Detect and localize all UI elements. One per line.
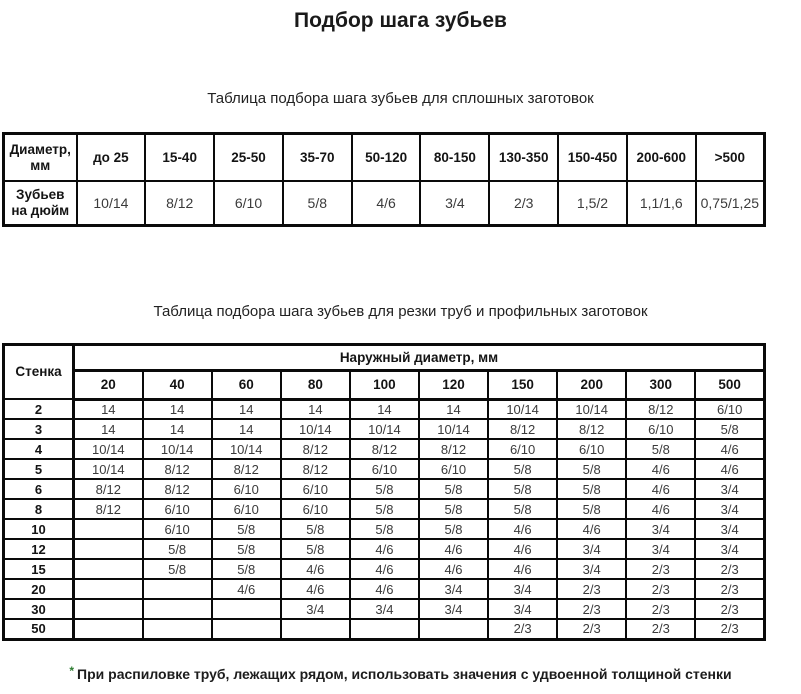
pitch-value-cell: 8/12 [74, 499, 143, 519]
wall-thickness-header: 4 [4, 439, 74, 459]
pitch-value-cell [143, 619, 212, 639]
outer-diameter-header: 40 [143, 370, 212, 399]
pitch-value-cell: 3/4 [695, 479, 764, 499]
pitch-value-cell: 4/6 [695, 439, 764, 459]
outer-diameter-header: 300 [626, 370, 695, 399]
outer-diameter-header: 80 [281, 370, 350, 399]
pitch-value-cell [74, 579, 143, 599]
pitch-value-cell [74, 539, 143, 559]
pitch-value-cell: 4/6 [350, 559, 419, 579]
pitch-value-cell: 1,1/1,6 [627, 181, 696, 225]
pitch-value-cell [74, 519, 143, 539]
diameter-range-header: до 25 [77, 134, 146, 182]
pitch-value-cell: 2/3 [695, 599, 764, 619]
pitch-value-cell: 3/4 [695, 499, 764, 519]
pitch-value-cell: 3/4 [350, 599, 419, 619]
pitch-value-cell: 4/6 [488, 519, 557, 539]
footnote-asterisk: * [69, 663, 75, 678]
pitch-value-cell: 2/3 [626, 619, 695, 639]
pitch-value-cell: 5/8 [557, 479, 626, 499]
pitch-value-cell: 3/4 [695, 519, 764, 539]
pitch-value-cell: 5/8 [557, 499, 626, 519]
outer-diameter-header: 120 [419, 370, 488, 399]
pitch-value-cell: 4/6 [281, 579, 350, 599]
pitch-value-cell: 6/10 [281, 479, 350, 499]
pitch-value-cell: 8/12 [212, 459, 281, 479]
diameter-row-header: Диаметр, мм [4, 134, 77, 182]
pitch-value-cell: 6/10 [695, 399, 764, 419]
pitch-value-cell: 8/12 [557, 419, 626, 439]
pitch-value-cell: 6/10 [212, 479, 281, 499]
pitch-value-cell [212, 599, 281, 619]
pitch-value-cell: 5/8 [488, 459, 557, 479]
table-row [4, 479, 765, 499]
pitch-value-cell: 3/4 [626, 519, 695, 539]
diameter-range-header: 35-70 [283, 134, 352, 182]
outer-diameter-header: 150 [488, 370, 557, 399]
table-row [4, 559, 765, 579]
pitch-value-cell: 8/12 [143, 479, 212, 499]
pitch-value-cell: 14 [143, 399, 212, 419]
table-row [4, 399, 765, 419]
wall-thickness-header: 3 [4, 419, 74, 439]
pitch-value-cell: 3/4 [419, 599, 488, 619]
pitch-value-cell: 10/14 [74, 459, 143, 479]
pitch-value-cell: 2/3 [557, 619, 626, 639]
pitch-value-cell: 8/12 [74, 479, 143, 499]
pitch-value-cell: 5/8 [283, 181, 352, 225]
pitch-value-cell: 5/8 [350, 519, 419, 539]
page-title: Подбор шага зубьев [294, 9, 507, 32]
table-row [4, 439, 765, 459]
pitch-value-cell: 10/14 [488, 399, 557, 419]
wall-thickness-header: 6 [4, 479, 74, 499]
table-row [4, 579, 765, 599]
pitch-value-cell: 5/8 [281, 539, 350, 559]
wall-thickness-header: 2 [4, 399, 74, 419]
pitch-value-cell: 5/8 [212, 539, 281, 559]
pitch-value-cell: 14 [74, 419, 143, 439]
table-row [4, 419, 765, 439]
pitch-value-cell: 6/10 [212, 499, 281, 519]
wall-thickness-corner-header: Стенка [4, 344, 74, 399]
pitch-value-cell: 3/4 [695, 539, 764, 559]
table-row [4, 519, 765, 539]
table-row [4, 134, 765, 182]
pitch-value-cell: 4/6 [626, 459, 695, 479]
pitch-value-cell: 5/8 [212, 559, 281, 579]
pitch-value-cell: 2/3 [557, 579, 626, 599]
pitch-value-cell: 6/10 [143, 499, 212, 519]
pitch-value-cell: 14 [350, 399, 419, 419]
pitch-value-cell [74, 619, 143, 639]
pitch-value-cell: 6/10 [143, 519, 212, 539]
pitch-value-cell: 3/4 [281, 599, 350, 619]
pitch-value-cell: 5/8 [557, 459, 626, 479]
pitch-value-cell: 6/10 [214, 181, 283, 225]
footnote-text: При распиловке труб, лежащих рядом, использовать значения с удвоенной толщиной стенки [77, 665, 732, 682]
table-row [4, 370, 765, 399]
pitch-value-cell: 5/8 [350, 499, 419, 519]
pitch-value-cell: 6/10 [281, 499, 350, 519]
pitch-value-cell: 14 [419, 399, 488, 419]
pitch-value-cell: 10/14 [350, 419, 419, 439]
pitch-value-cell: 5/8 [488, 479, 557, 499]
outer-diameter-header: 100 [350, 370, 419, 399]
pitch-value-cell: 10/14 [77, 181, 146, 225]
pitch-value-cell: 8/12 [281, 439, 350, 459]
pitch-value-cell: 2/3 [695, 559, 764, 579]
pitch-value-cell: 4/6 [626, 479, 695, 499]
pitch-value-cell: 5/8 [212, 519, 281, 539]
pitch-value-cell: 2/3 [489, 181, 558, 225]
wall-thickness-header: 50 [4, 619, 74, 639]
outer-diameter-header: 200 [557, 370, 626, 399]
table-row [4, 459, 765, 479]
pitch-value-cell: 4/6 [352, 181, 421, 225]
table-row [4, 181, 765, 225]
diameter-range-header: 130-350 [489, 134, 558, 182]
outer-diameter-header: 500 [695, 370, 764, 399]
pitch-value-cell [212, 619, 281, 639]
pitch-value-cell [143, 599, 212, 619]
table-row [4, 619, 765, 639]
table-row [4, 539, 765, 559]
pitch-value-cell: 14 [74, 399, 143, 419]
table-row [4, 344, 765, 370]
pitch-value-cell: 4/6 [419, 559, 488, 579]
pitch-value-cell: 10/14 [281, 419, 350, 439]
pitch-value-cell: 6/10 [626, 419, 695, 439]
pitch-value-cell [143, 579, 212, 599]
pitch-value-cell: 4/6 [419, 539, 488, 559]
pitch-value-cell: 14 [143, 419, 212, 439]
diameter-range-header: 200-600 [627, 134, 696, 182]
pitch-value-cell: 6/10 [488, 439, 557, 459]
table2-caption: Таблица подбора шага зубьев для резки труб и профильных заготовок [153, 302, 648, 320]
outer-diameter-group-header: Наружный диаметр, мм [74, 344, 765, 370]
pitch-value-cell: 2/3 [695, 619, 764, 639]
pitch-value-cell: 8/12 [143, 459, 212, 479]
pitch-value-cell: 10/14 [557, 399, 626, 419]
pitch-value-cell: 4/6 [557, 519, 626, 539]
wall-thickness-header: 8 [4, 499, 74, 519]
pitch-value-cell: 3/4 [557, 559, 626, 579]
pitch-value-cell: 4/6 [212, 579, 281, 599]
pitch-value-cell: 6/10 [419, 459, 488, 479]
pitch-value-cell: 2/3 [557, 599, 626, 619]
pitch-value-cell: 2/3 [488, 619, 557, 639]
diameter-range-header: 15-40 [145, 134, 214, 182]
pitch-value-cell [74, 599, 143, 619]
wall-thickness-header: 10 [4, 519, 74, 539]
pitch-value-cell: 0,75/1,25 [696, 181, 765, 225]
wall-thickness-header: 30 [4, 599, 74, 619]
pitch-value-cell: 2/3 [626, 559, 695, 579]
pitch-value-cell: 5/8 [695, 419, 764, 439]
pitch-value-cell: 5/8 [281, 519, 350, 539]
pitch-value-cell: 10/14 [419, 419, 488, 439]
pitch-value-cell: 6/10 [557, 439, 626, 459]
pitch-value-cell: 2/3 [695, 579, 764, 599]
pitch-value-cell: 5/8 [350, 479, 419, 499]
pitch-value-cell: 5/8 [419, 499, 488, 519]
diameter-range-header: 25-50 [214, 134, 283, 182]
pitch-value-cell: 1,5/2 [558, 181, 627, 225]
solid-workpiece-pitch-table [2, 132, 766, 227]
pitch-value-cell: 3/4 [488, 599, 557, 619]
pitch-value-cell: 3/4 [557, 539, 626, 559]
pitch-value-cell: 8/12 [488, 419, 557, 439]
wall-thickness-header: 12 [4, 539, 74, 559]
pitch-value-cell: 2/3 [626, 579, 695, 599]
pitch-value-cell: 4/6 [695, 459, 764, 479]
table1-caption: Таблица подбора шага зубьев для сплошных заготовок [207, 90, 594, 107]
pitch-value-cell: 14 [281, 399, 350, 419]
diameter-range-header: >500 [696, 134, 765, 182]
teeth-per-inch-row-header: Зубьев на дюйм [4, 181, 77, 225]
pitch-value-cell: 8/12 [350, 439, 419, 459]
pitch-value-cell: 10/14 [74, 439, 143, 459]
pitch-value-cell: 5/8 [143, 539, 212, 559]
pitch-value-cell: 4/6 [350, 579, 419, 599]
pitch-value-cell: 10/14 [143, 439, 212, 459]
pitch-value-cell: 5/8 [419, 519, 488, 539]
pitch-value-cell: 5/8 [488, 499, 557, 519]
pitch-value-cell [74, 559, 143, 579]
pitch-value-cell: 6/10 [350, 459, 419, 479]
pitch-value-cell: 14 [212, 419, 281, 439]
pitch-value-cell: 8/12 [281, 459, 350, 479]
footnote [0, 664, 801, 682]
pitch-value-cell: 3/4 [419, 579, 488, 599]
pitch-value-cell: 8/12 [626, 399, 695, 419]
pitch-value-cell: 14 [212, 399, 281, 419]
pitch-value-cell: 4/6 [350, 539, 419, 559]
table-row [4, 499, 765, 519]
pitch-value-cell: 4/6 [281, 559, 350, 579]
pitch-value-cell: 8/12 [419, 439, 488, 459]
pipe-profile-pitch-table [2, 343, 766, 641]
pitch-value-cell [281, 619, 350, 639]
pitch-value-cell [419, 619, 488, 639]
pitch-value-cell: 3/4 [626, 539, 695, 559]
pitch-value-cell: 10/14 [212, 439, 281, 459]
outer-diameter-header: 60 [212, 370, 281, 399]
pitch-value-cell: 5/8 [626, 439, 695, 459]
outer-diameter-header: 20 [74, 370, 143, 399]
pitch-value-cell: 8/12 [145, 181, 214, 225]
pitch-value-cell: 5/8 [419, 479, 488, 499]
pitch-value-cell: 3/4 [488, 579, 557, 599]
diameter-range-header: 150-450 [558, 134, 627, 182]
pitch-value-cell [350, 619, 419, 639]
wall-thickness-header: 5 [4, 459, 74, 479]
pitch-value-cell: 2/3 [626, 599, 695, 619]
pitch-value-cell: 4/6 [626, 499, 695, 519]
table-row [4, 599, 765, 619]
diameter-range-header: 50-120 [352, 134, 421, 182]
pitch-value-cell: 3/4 [420, 181, 489, 225]
pitch-value-cell: 4/6 [488, 539, 557, 559]
diameter-range-header: 80-150 [420, 134, 489, 182]
wall-thickness-header: 15 [4, 559, 74, 579]
pitch-value-cell: 5/8 [143, 559, 212, 579]
pitch-value-cell: 4/6 [488, 559, 557, 579]
wall-thickness-header: 20 [4, 579, 74, 599]
